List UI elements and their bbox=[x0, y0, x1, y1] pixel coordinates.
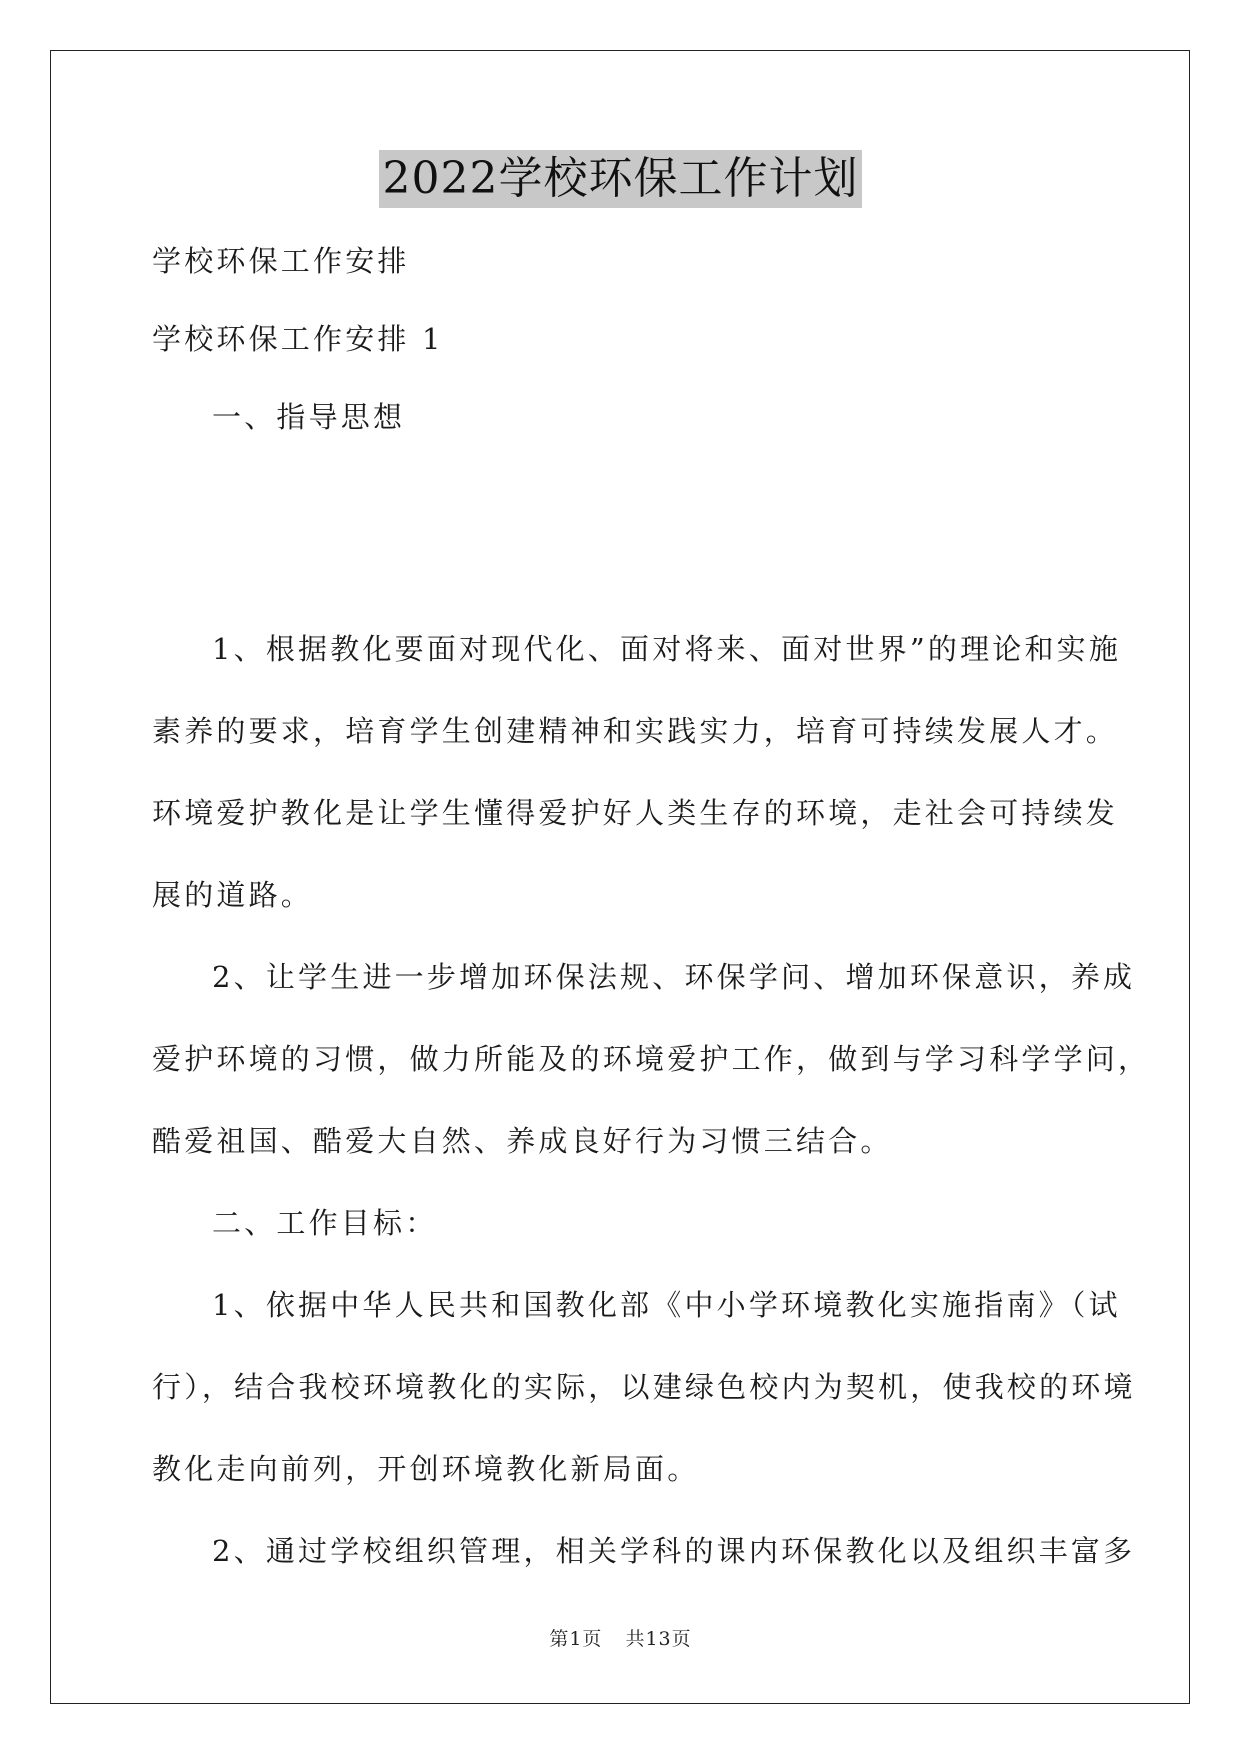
paragraph-1-line: 环境爱护教化是让学生懂得爱护好人类生存的环境，走社会可持续发 bbox=[152, 796, 1119, 830]
document-title: 2022学校环保工作计划 bbox=[379, 150, 863, 208]
page-footer bbox=[0, 1624, 1241, 1651]
document-body bbox=[152, 226, 1151, 1598]
section-1-heading: 一、指导思想 bbox=[212, 400, 406, 434]
heading-1: 学校环保工作安排 bbox=[152, 244, 410, 278]
paragraph-1-line: 1、根据教化要面对现代化、面对将来、面对世界”的理论和实施 bbox=[212, 632, 1122, 666]
paragraph-4-line: 2、通过学校组织管理，相关学科的课内环保教化以及组织丰富多 bbox=[212, 1534, 1136, 1568]
paragraph-3-line: 1、依据中华人民共和国教化部《中小学环境教化实施指南》（试 bbox=[212, 1288, 1121, 1322]
paragraph-1-line: 展的道路。 bbox=[152, 878, 314, 912]
paragraph-2-line: 爱护环境的习惯，做力所能及的环境爱护工作，做到与学习科学学问， bbox=[152, 1042, 1151, 1076]
spacer bbox=[152, 464, 1092, 614]
paragraph-3-line: 行），结合我校环境教化的实际，以建绿色校内为契机，使我校的环境 bbox=[152, 1370, 1136, 1404]
paragraph-2-line: 酷爱祖国、酷爱大自然、养成良好行为习惯三结合。 bbox=[152, 1124, 893, 1158]
section-2-heading: 二、工作目标： bbox=[212, 1206, 438, 1240]
title-container bbox=[0, 150, 1241, 208]
page-number: 第1页 bbox=[549, 1628, 603, 1650]
paragraph-3-line: 教化走向前列，开创环境教化新局面。 bbox=[152, 1452, 700, 1486]
heading-2: 学校环保工作安排 1 bbox=[152, 322, 444, 356]
paragraph-2-line: 2、让学生进一步增加环保法规、环保学问、增加环保意识，养成 bbox=[212, 960, 1136, 994]
paragraph-1-line: 素养的要求，培育学生创建精神和实践实力，培育可持续发展人才。 bbox=[152, 714, 1119, 748]
page-total: 共13页 bbox=[625, 1628, 692, 1650]
